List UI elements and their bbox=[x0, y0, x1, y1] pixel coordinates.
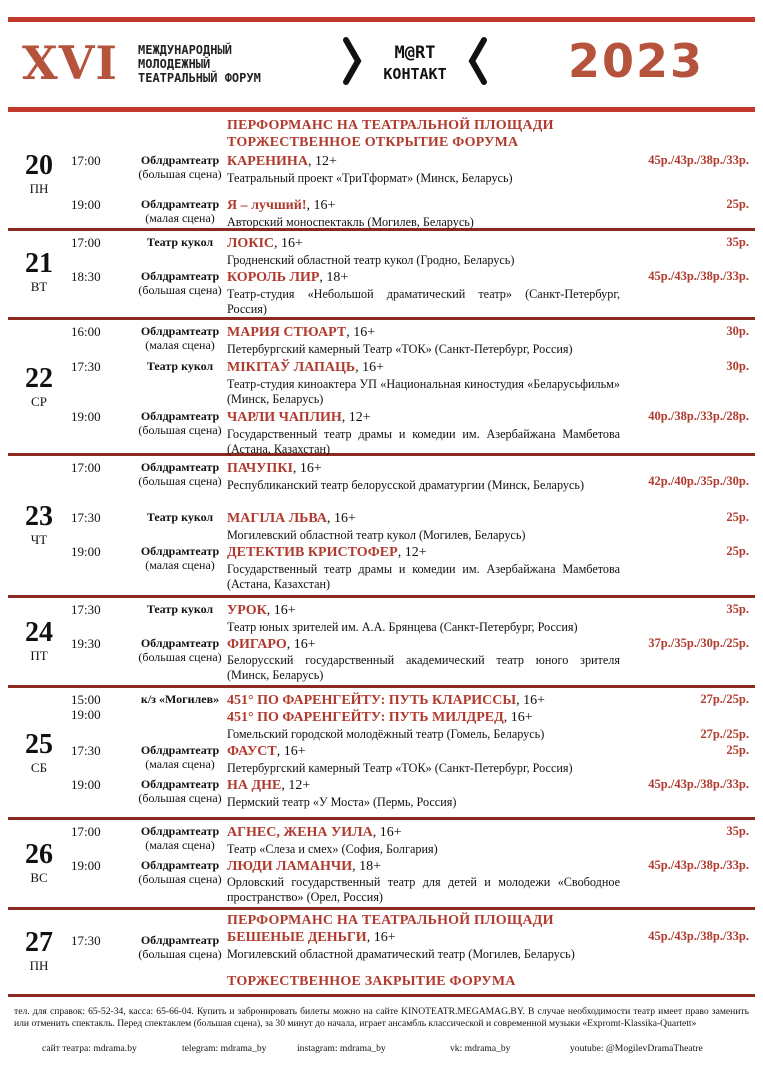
day-label bbox=[8, 928, 70, 974]
event-price: 27р./25р. bbox=[700, 692, 749, 706]
event-venue: Театр кукол bbox=[146, 235, 214, 249]
day-23 bbox=[8, 456, 755, 598]
day-number: 27 bbox=[25, 927, 53, 958]
event-price: 25р. bbox=[726, 544, 749, 558]
event-company: Петербургский камерный Театр «ТОК» (Санкт-Петербург, Россия) bbox=[227, 342, 573, 356]
event-time: 17:00 bbox=[71, 460, 101, 475]
event-price: 30р. bbox=[726, 359, 749, 373]
day-of-week: ПТ bbox=[30, 648, 48, 663]
day-label bbox=[8, 840, 70, 886]
event-title: Я – лучший!, 16+ bbox=[227, 198, 336, 213]
event-time: 17:00 bbox=[71, 824, 101, 839]
event-venue: Облдрамтеатр (большая сцена) bbox=[138, 777, 222, 805]
event-venue: к/з «Могилев» bbox=[140, 692, 220, 706]
event-time: 19:00 bbox=[71, 707, 101, 722]
event-title: МАГІЛА ЛЬВА, 16+ bbox=[227, 511, 356, 526]
event-venue: Облдрамтеатр (малая сцена) bbox=[140, 197, 220, 225]
performance-banner: ПЕРФОРМАНС НА ТЕАТРАЛЬНОЙ ПЛОЩАДИ bbox=[227, 118, 554, 133]
day-21 bbox=[8, 231, 755, 320]
event-venue: Облдрамтеатр (малая сцена) bbox=[140, 824, 220, 852]
day-27 bbox=[8, 910, 755, 997]
day-26 bbox=[8, 820, 755, 910]
day-25 bbox=[8, 688, 755, 820]
day-of-week: СБ bbox=[30, 760, 48, 775]
event-price: 45р./43р./38р./33р. bbox=[648, 269, 749, 283]
event-venue: Облдрамтеатр (большая сцена) bbox=[138, 636, 222, 664]
schedule bbox=[8, 115, 755, 997]
event-price: 42р./40р./35р./30р. bbox=[648, 474, 749, 488]
day-of-week: СР bbox=[31, 394, 47, 409]
event-venue: Театр кукол bbox=[146, 510, 214, 524]
forum-name bbox=[138, 43, 261, 85]
event-company: Гомельский городской молодёжный театр (Гомель, Беларусь) bbox=[227, 727, 545, 741]
instagram-link[interactable]: instagram: mdrama_by bbox=[297, 1043, 386, 1054]
event-title: НА ДНЕ, 12+ bbox=[227, 778, 311, 793]
mart-kontakt-logo bbox=[340, 34, 490, 88]
event-company: Театр «Слеза и смех» (София, Болгария) bbox=[227, 842, 438, 856]
event-title: КОРОЛЬ ЛИР, 18+ bbox=[227, 270, 349, 285]
youtube-link[interactable]: youtube: @MogilevDramaTheatre bbox=[570, 1043, 703, 1054]
event-company: Белорусский государственный академический театр юного зрителя (Минск, Беларусь) bbox=[227, 653, 620, 682]
event-price: 25р. bbox=[726, 510, 749, 524]
event-venue: Облдрамтеатр (малая сцена) bbox=[140, 544, 220, 572]
vk-link[interactable]: vk: mdrama_by bbox=[450, 1043, 511, 1054]
event-title: ДЕТЕКТИВ КРИСТОФЕР, 12+ bbox=[227, 545, 427, 560]
event-time: 17:00 bbox=[71, 153, 101, 168]
day-label bbox=[8, 502, 70, 548]
day-22 bbox=[8, 320, 755, 456]
forum-line: МЕЖДУНАРОДНЫЙ bbox=[138, 43, 232, 57]
event-price: 45р./43р./38р./33р. bbox=[648, 777, 749, 791]
event-title: МАРИЯ СТЮАРТ, 16+ bbox=[227, 325, 376, 340]
event-time: 17:00 bbox=[71, 235, 101, 250]
day-number: 22 bbox=[25, 363, 53, 394]
event-title: БЕШЕНЫЕ ДЕНЬГИ, 16+ bbox=[227, 930, 396, 945]
event-title: ЧАРЛИ ЧАПЛИН, 12+ bbox=[227, 410, 371, 425]
event-title: ЛЮДИ ЛАМАНЧИ, 18+ bbox=[227, 859, 381, 874]
event-venue: Театр кукол bbox=[146, 602, 214, 616]
event-time: 19:30 bbox=[71, 636, 101, 651]
day-number: 20 bbox=[25, 150, 53, 181]
day-number: 21 bbox=[25, 248, 53, 279]
day-number: 26 bbox=[25, 839, 53, 870]
event-company: Пермский театр «У Моста» (Пермь, Россия) bbox=[227, 795, 457, 809]
event-time: 15:00 bbox=[71, 692, 101, 707]
logo-bottom-text: КОНТАКТ bbox=[383, 65, 447, 83]
event-time: 19:00 bbox=[71, 197, 101, 212]
event-time: 19:00 bbox=[71, 409, 101, 424]
event-title: МІКІТАЎ ЛАПАЦЬ, 16+ bbox=[227, 360, 385, 375]
performance-banner: ПЕРФОРМАНС НА ТЕАТРАЛЬНОЙ ПЛОЩАДИ bbox=[227, 913, 554, 928]
day-label bbox=[8, 730, 70, 776]
event-venue: Облдрамтеатр (большая сцена) bbox=[138, 933, 222, 961]
event-time: 17:30 bbox=[71, 359, 101, 374]
event-venue: Облдрамтеатр (большая сцена) bbox=[138, 153, 222, 181]
event-price: 27р./25р. bbox=[700, 727, 749, 741]
day-of-week: ВТ bbox=[30, 279, 48, 294]
event-title: АГНЕС, ЖЕНА УИЛА, 16+ bbox=[227, 825, 402, 840]
day-of-week: ВС bbox=[30, 870, 48, 885]
event-title: ПАЧУПКІ, 16+ bbox=[227, 461, 322, 476]
day-label bbox=[8, 364, 70, 410]
forum-line: МОЛОДЕЖНЫЙ bbox=[138, 57, 211, 71]
event-time: 19:00 bbox=[71, 777, 101, 792]
event-price: 25р. bbox=[726, 197, 749, 211]
event-title: УРОК, 16+ bbox=[227, 603, 296, 618]
event-company: Театр-студия «Небольшой драматический театр» (Санкт-Петербург, Россия) bbox=[227, 287, 620, 316]
day-of-week: ПН bbox=[29, 958, 49, 973]
event-company: Могилевский областной театр кукол (Могилев, Беларусь) bbox=[227, 528, 526, 542]
event-venue: Облдрамтеатр (большая сцена) bbox=[138, 858, 222, 886]
event-time: 17:30 bbox=[71, 933, 101, 948]
event-venue: Облдрамтеатр (большая сцена) bbox=[138, 409, 222, 437]
day-of-week: ПН bbox=[29, 181, 49, 196]
telegram-link[interactable]: telegram: mdrama_by bbox=[182, 1043, 267, 1054]
event-price: 35р. bbox=[726, 235, 749, 249]
edition-number: XVI bbox=[22, 36, 118, 90]
event-venue: Театр кукол bbox=[146, 359, 214, 373]
event-price: 25р. bbox=[726, 743, 749, 757]
day-label bbox=[8, 249, 70, 295]
day-label bbox=[8, 151, 70, 197]
event-time: 18:30 bbox=[71, 269, 101, 284]
day-label bbox=[8, 618, 70, 664]
event-price: 37р./35р./30р./25р. bbox=[648, 636, 749, 650]
site-link[interactable]: сайт театра: mdrama.by bbox=[42, 1043, 137, 1054]
event-company: Могилевский областной драматический театр (Могилев, Беларусь) bbox=[227, 947, 575, 961]
event-company: Театральный проект «ТриТформат» (Минск, Беларусь) bbox=[227, 171, 513, 185]
event-company: Авторский моноспектакль (Могилев, Беларусь) bbox=[227, 215, 474, 229]
forum-line: ТЕАТРАЛЬНЫЙ ФОРУМ bbox=[138, 71, 261, 85]
event-venue: Облдрамтеатр (большая сцена) bbox=[138, 269, 222, 297]
day-number: 23 bbox=[25, 501, 53, 532]
logo-top-text: M@RT bbox=[394, 43, 436, 63]
event-venue: Облдрамтеатр (большая сцена) bbox=[138, 460, 222, 488]
day-number: 25 bbox=[25, 729, 53, 760]
event-price: 45р./43р./38р./33р. bbox=[648, 858, 749, 872]
year: 2023 bbox=[568, 34, 705, 88]
event-price: 30р. bbox=[726, 324, 749, 338]
day-of-week: ЧТ bbox=[30, 532, 48, 547]
event-company: Гродненский областной театр кукол (Гродно, Беларусь) bbox=[227, 253, 515, 267]
event-time: 17:30 bbox=[71, 602, 101, 617]
event-time: 17:30 bbox=[71, 510, 101, 525]
event-title: 451° ПО ФАРЕНГЕЙТУ: ПУТЬ КЛАРИССЫ, 16+ bbox=[227, 693, 546, 708]
event-title: ЛОКІС, 16+ bbox=[227, 236, 303, 251]
header bbox=[0, 0, 763, 115]
event-company: Государственный театр драмы и комедии им. Азербайжана Мамбетова (Астана, Казахстан) bbox=[227, 562, 620, 591]
event-company: Орловский государственный театр для детей и молодежи «Свободное пространство» (Орел, Россия) bbox=[227, 875, 620, 904]
day-20 bbox=[8, 115, 755, 231]
event-company: Петербургский камерный Театр «ТОК» (Санкт-Петербург, Россия) bbox=[227, 761, 573, 775]
event-time: 19:00 bbox=[71, 858, 101, 873]
event-title: ФИГАРО, 16+ bbox=[227, 637, 316, 652]
event-company: Республиканский театр белорусской драматургии (Минск, Беларусь) bbox=[227, 478, 584, 492]
event-time: 16:00 bbox=[71, 324, 101, 339]
event-company: Театр юных зрителей им. А.А. Брянцева (Санкт-Петербург, Россия) bbox=[227, 620, 578, 634]
event-company: Государственный театр драмы и комедии им. Азербайжана Мамбетова (Астана, Казахстан) bbox=[227, 427, 620, 456]
event-venue: Облдрамтеатр (малая сцена) bbox=[140, 743, 220, 771]
event-time: 19:00 bbox=[71, 544, 101, 559]
event-title: 451° ПО ФАРЕНГЕЙТУ: ПУТЬ МИЛДРЕД, 16+ bbox=[227, 710, 533, 725]
event-company: Театр-студия киноактера УП «Национальная киностудия «Беларусьфильм» (Минск, Беларусь) bbox=[227, 377, 620, 406]
day-24 bbox=[8, 598, 755, 688]
event-price: 35р. bbox=[726, 602, 749, 616]
event-price: 45р./43р./38р./33р. bbox=[648, 929, 749, 943]
event-price: 40р./38р./33р./28р. bbox=[648, 409, 749, 423]
event-price: 35р. bbox=[726, 824, 749, 838]
event-title: ФАУСТ, 16+ bbox=[227, 744, 306, 759]
day-number: 24 bbox=[25, 617, 53, 648]
header-rule bbox=[8, 107, 755, 112]
event-venue: Облдрамтеатр (малая сцена) bbox=[140, 324, 220, 352]
event-title: КАРЕНИНА, 12+ bbox=[227, 154, 337, 169]
event-time: 17:30 bbox=[71, 743, 101, 758]
closing-banner: ТОРЖЕСТВЕННОЕ ЗАКРЫТИЕ ФОРУМА bbox=[227, 974, 516, 989]
event-price: 45р./43р./38р./33р. bbox=[648, 153, 749, 167]
opening-banner: ТОРЖЕСТВЕННОЕ ОТКРЫТИЕ ФОРУМА bbox=[227, 135, 519, 150]
footer-note: тел. для справок: 65-52-34, касса: 65-66-04. Купить и забронировать билеты можно на сайте KINOTEATR.MEGAMAG.BY. В случае необходимости театр имеет право заменить или отменить спектакль. Перед спектаклем (большая сцена), за 30 минут до начала, играет ансамбль классической и современной музыки «Expromt-Klassika-Quartett» bbox=[14, 1006, 749, 1029]
